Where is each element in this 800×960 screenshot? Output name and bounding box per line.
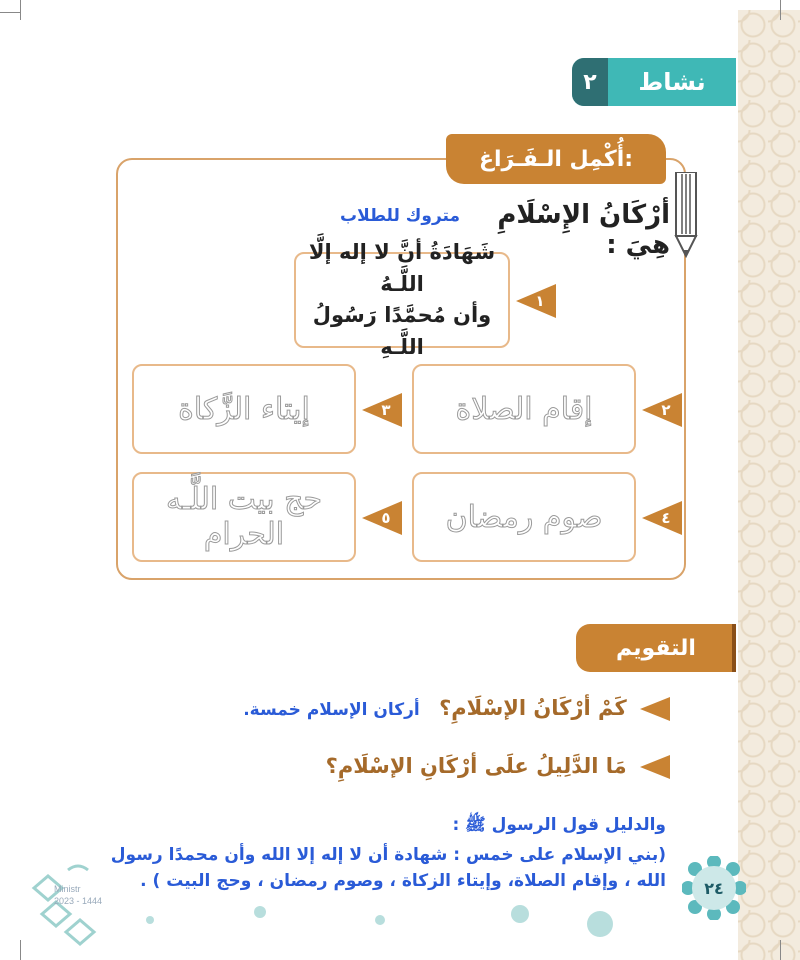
activity-title: نشاط	[638, 68, 706, 96]
crop-mark	[780, 0, 781, 20]
answer-box-1-line2: وأن مُحمَّدًا رَسُولُ اللَّـهِ	[312, 303, 492, 359]
item-number-arrow: ١	[516, 284, 556, 318]
question-2-text: مَا الدَّلِيلُ علَى أرْكَانِ الإسْلَامِ؟	[325, 754, 627, 778]
question-number-arrow-icon	[640, 755, 670, 779]
question-1	[110, 696, 670, 721]
question-1-text: كَمْ أرْكَانُ الإسْلَامِ؟	[439, 696, 627, 720]
decorative-border-pattern	[738, 10, 800, 960]
decorative-dots	[130, 900, 660, 940]
traced-text: إقام الصلاة	[455, 391, 593, 427]
footer-text: Ministr 2023 - 1444	[54, 884, 103, 906]
activity-number: ٢	[572, 58, 608, 106]
question-number-arrow-icon	[640, 697, 670, 721]
page-number-badge	[682, 856, 746, 920]
exercise-title: أُكْمِل الـفَـرَاغ:	[446, 134, 666, 184]
page-number: ٢٤	[704, 878, 724, 898]
traced-text: حج بيت اللَّـه الحرام	[165, 482, 323, 552]
answer-box-1	[294, 240, 510, 359]
traced-text: إيتاء الزَّكاة	[178, 391, 310, 427]
crop-mark	[20, 0, 21, 20]
pencil-icon	[673, 172, 699, 258]
proof-text: (بني الإسلام على خمس : شهادة أن لا إله إلا الله وأن محمدًا رسول الله ، وإقام الصلاة، وإيتاء الزكاة ، وصوم رمضان ، وحج البيت ) .	[110, 845, 666, 892]
crop-mark	[0, 12, 20, 13]
question-1-answer: أركان الإسلام خمسة.	[243, 700, 420, 720]
item-number-arrow: ٢	[642, 393, 682, 427]
pillars-label: أرْكَانُ الإِسْلَامِ هِيَ :	[497, 200, 670, 260]
answer-box-3[interactable]	[132, 364, 356, 454]
question-2	[110, 754, 670, 779]
proof-heading: والدليل قول الرسول ﷺ :	[452, 815, 666, 835]
answer-box-4[interactable]	[412, 472, 636, 562]
traced-text: صوم رمضان	[445, 499, 603, 535]
answer-box-2[interactable]	[412, 364, 636, 454]
item-number-arrow: ٣	[362, 393, 402, 427]
left-for-students-note: متروك للطلاب	[340, 206, 460, 226]
item-number-arrow: ٥	[362, 501, 402, 535]
item-number-arrow: ٤	[642, 501, 682, 535]
crop-mark	[780, 940, 781, 960]
answer-box-5[interactable]	[132, 472, 356, 562]
activity-header	[572, 58, 736, 106]
crop-mark	[20, 940, 21, 960]
answer-box-1-line1: شَهَادَةُ أنَّ لا إله إلَّا اللَّـهُ	[308, 240, 496, 296]
evaluation-header: التقويم	[576, 624, 736, 672]
